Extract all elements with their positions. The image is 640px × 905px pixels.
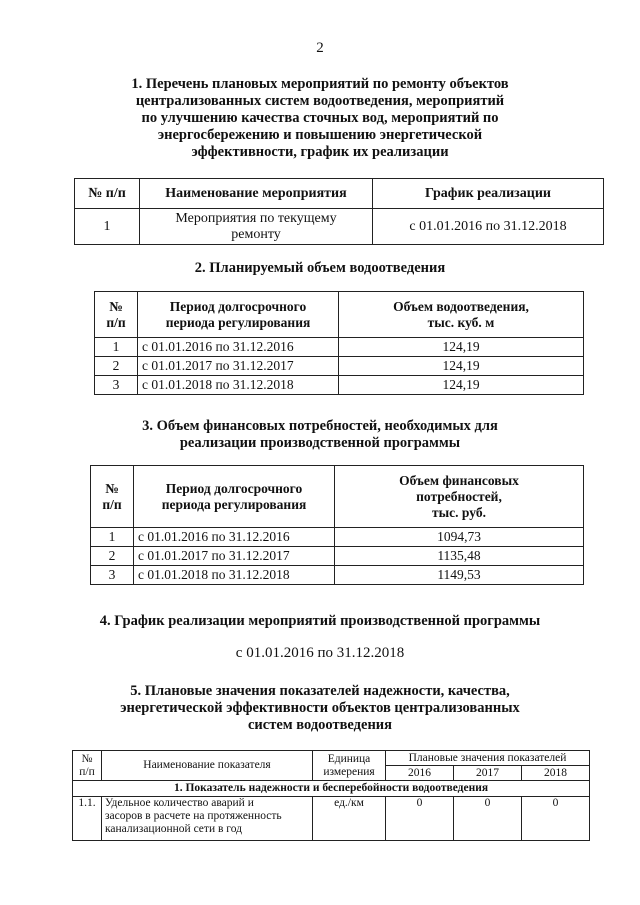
section1-title-line: централизованных систем водоотведения, мероприятий <box>135 93 505 109</box>
table-header-row <box>95 292 584 338</box>
wastewater-volume-table <box>94 291 584 395</box>
row-financial-value: 1149,53 <box>335 566 584 585</box>
table-row <box>75 209 604 245</box>
table-row <box>91 566 584 585</box>
row-value-2017: 0 <box>453 797 521 841</box>
measure-name-line: ремонту <box>231 226 281 242</box>
row-period: с 01.01.2018 по 31.12.2018 <box>134 566 335 585</box>
header-financial-line: Объем финансовых <box>399 472 519 488</box>
header-financial-needs <box>335 466 584 528</box>
header-num-line: п/п <box>102 496 122 512</box>
section4-title: 4. График реализации мероприятий производственной программы <box>99 613 541 629</box>
header-num-line: № <box>109 298 123 314</box>
row-schedule: с 01.01.2016 по 31.12.2018 <box>373 209 604 245</box>
table-header-row <box>75 179 604 209</box>
indicators-table <box>72 750 590 841</box>
section5-title-line: энергетической эффективности объектов централизованных <box>120 700 520 716</box>
row-num: 2 <box>91 547 134 566</box>
header-period <box>138 292 339 338</box>
section3-title-line: реализации производственной программы <box>179 435 461 451</box>
header-num: № п/п <box>75 179 140 209</box>
header-unit <box>313 751 386 781</box>
measures-table <box>74 178 604 245</box>
table-header-row <box>91 466 584 528</box>
section1-title <box>0 76 640 161</box>
row-period: с 01.01.2018 по 31.12.2018 <box>138 376 339 395</box>
table-header-row <box>73 751 590 766</box>
header-indicator-name: Наименование показателя <box>102 751 313 781</box>
section-row-reliability: 1. Показатель надежности и бесперебойности водоотведения <box>73 781 590 797</box>
row-volume: 124,19 <box>339 357 584 376</box>
row-num: 1 <box>91 528 134 547</box>
indicator-name-line: канализационной сети в год <box>105 823 242 835</box>
row-volume: 124,19 <box>339 376 584 395</box>
section1-title-line: эффективности, график их реализации <box>191 144 449 160</box>
section5-title-line: систем водоотведения <box>247 717 393 733</box>
section1-title-line: по улучшению качества сточных вод, мероприятий по <box>141 110 499 126</box>
indicator-name-line <box>105 797 309 810</box>
header-period <box>134 466 335 528</box>
row-num: 1 <box>95 338 138 357</box>
header-year: 2018 <box>521 766 589 781</box>
header-num-line: № <box>81 752 93 765</box>
header-plan-values: Плановые значения показателей <box>386 751 590 766</box>
header-year: 2017 <box>453 766 521 781</box>
row-financial-value: 1094,73 <box>335 528 584 547</box>
row-financial-value: 1135,48 <box>335 547 584 566</box>
row-period: с 01.01.2016 по 31.12.2016 <box>138 338 339 357</box>
row-indicator-name <box>102 797 313 841</box>
indicator-name-line-text: Удельное количество аварий и <box>105 797 254 809</box>
header-period-line: Период долгосрочного <box>165 480 303 496</box>
table-row <box>91 547 584 566</box>
row-value-2016: 0 <box>386 797 454 841</box>
row-num: 3 <box>95 376 138 395</box>
header-volume <box>339 292 584 338</box>
section5-title-line: 5. Плановые значения показателей надежности, качества, <box>130 683 510 699</box>
header-financial-line: потребностей, <box>416 488 502 504</box>
financial-needs-table <box>90 465 584 585</box>
table-section-row <box>73 781 590 797</box>
header-num <box>95 292 138 338</box>
header-num-line: п/п <box>106 314 126 330</box>
header-volume-line: Объем водоотведения, <box>393 298 529 314</box>
header-schedule: График реализации <box>373 179 604 209</box>
header-num-line: п/п <box>79 765 95 778</box>
table-row <box>95 376 584 395</box>
header-period-line: периода регулирования <box>165 314 311 330</box>
header-num <box>73 751 102 781</box>
section3-title-line: 3. Объем финансовых потребностей, необходимых для <box>142 418 498 434</box>
row-num: 1.1. <box>73 797 102 841</box>
header-financial-line: тыс. руб. <box>432 504 486 520</box>
row-period: с 01.01.2017 по 31.12.2017 <box>134 547 335 566</box>
row-num: 2 <box>95 357 138 376</box>
table-row <box>95 357 584 376</box>
row-period: с 01.01.2017 по 31.12.2017 <box>138 357 339 376</box>
table-row <box>91 528 584 547</box>
table-row <box>95 338 584 357</box>
header-year: 2016 <box>386 766 454 781</box>
header-period-line: периода регулирования <box>161 496 307 512</box>
row-period: с 01.01.2016 по 31.12.2016 <box>134 528 335 547</box>
header-num <box>91 466 134 528</box>
row-measure-name <box>140 209 373 245</box>
header-volume-line: тыс. куб. м <box>427 314 495 330</box>
section5-title <box>0 683 640 734</box>
section3-title <box>0 418 640 452</box>
header-period-line: Период долгосрочного <box>169 298 307 314</box>
page-number: 2 <box>316 40 324 56</box>
table-row <box>73 797 590 841</box>
row-num: 3 <box>91 566 134 585</box>
row-volume: 124,19 <box>339 338 584 357</box>
header-unit-line: измерения <box>323 765 375 778</box>
row-num: 1 <box>75 209 140 245</box>
indicator-name-line: засоров в расчете на протяженность <box>105 810 282 822</box>
section1-title-line: энергосбережению и повышению энергетической <box>157 127 483 143</box>
section2-title: 2. Планируемый объем водоотведения <box>194 260 446 276</box>
row-unit: ед./км <box>313 797 386 841</box>
measure-name-line: Мероприятия по текущему <box>175 210 337 226</box>
section1-title-line: 1. Перечень плановых мероприятий по ремонту объектов <box>131 76 509 92</box>
row-value-2018: 0 <box>521 797 589 841</box>
header-num-line: № <box>105 480 119 496</box>
header-measure-name: Наименование мероприятия <box>140 179 373 209</box>
section4-period: с 01.01.2016 по 31.12.2018 <box>235 645 405 661</box>
header-unit-line: Единица <box>327 752 371 765</box>
